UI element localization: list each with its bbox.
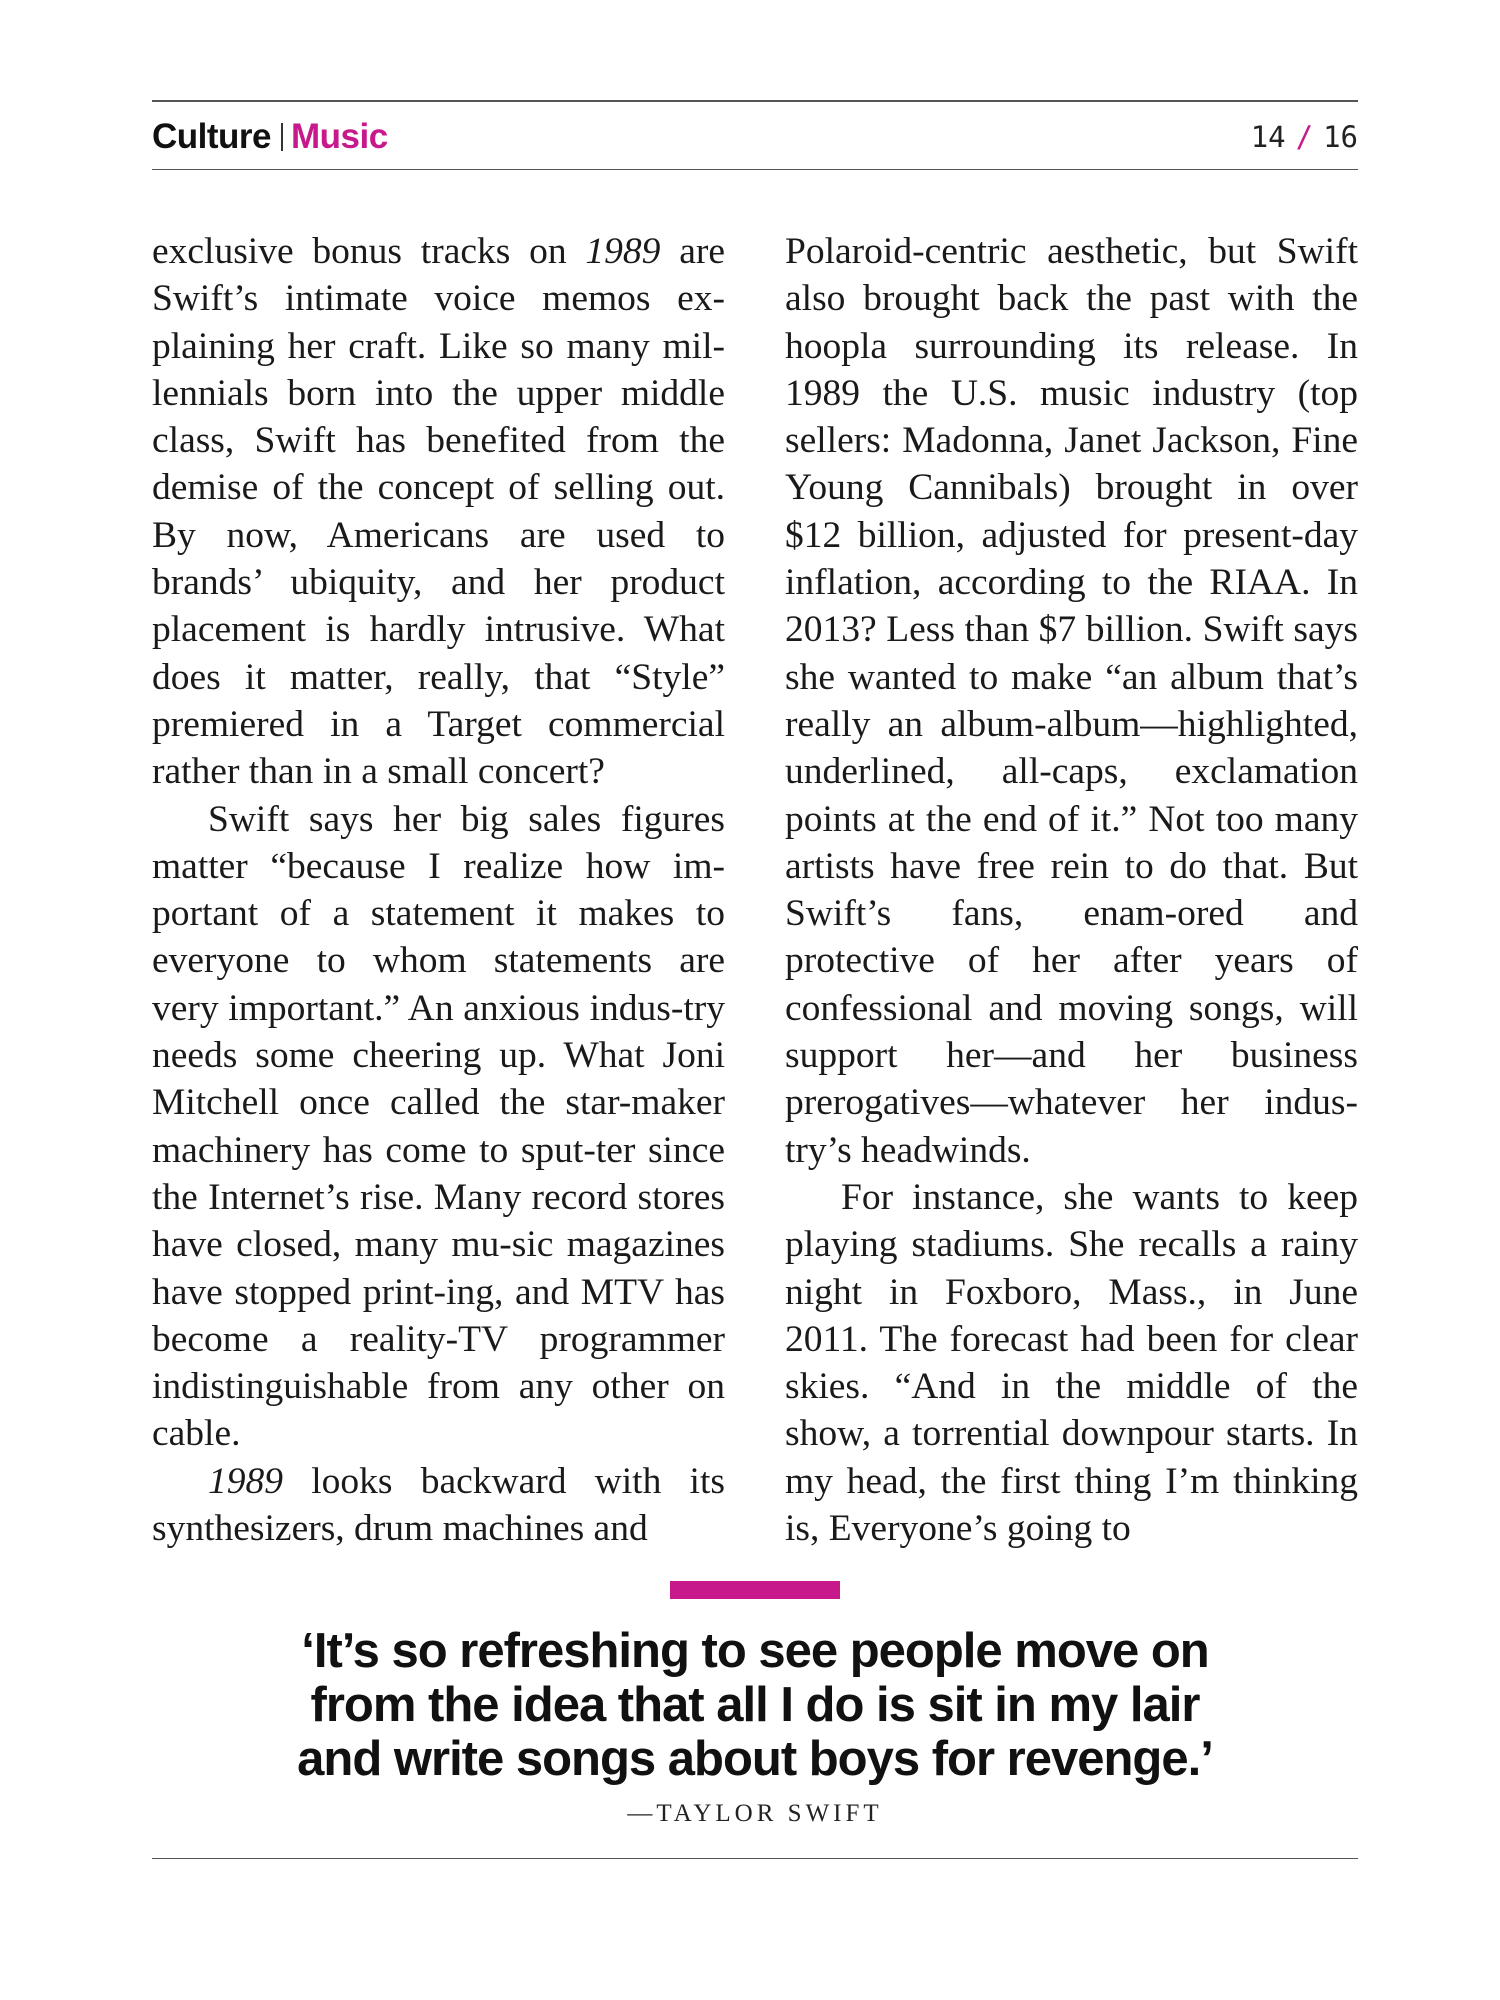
article-paragraph bbox=[152, 1458, 725, 1553]
section-label bbox=[152, 112, 388, 162]
article-paragraph: For instance, she wants to keep playing stadiums. She recalls a rainy night in Foxboro, Mass., in June 2011. The forecast had been for clear skies. “And in the middle of the show, a torrential downpour starts. In my head, the first thing I’m thinking is, Everyone’s going to bbox=[785, 1176, 1358, 1550]
bottom-rule bbox=[152, 1858, 1358, 1859]
article-paragraph: Swift says her big sales figures matter “because I realize how im-portant of a statement it makes to everyone to whom statements are very important.” An anxious indus-try needs some cheering up. What Joni Mitchell once called the star-maker machinery has come to sput-ter since the Internet’s rise. Many record stores have closed, many mu-sic magazines have stopped print-ing, and MTV has become a reality-TV programmer indistinguishable from any other on cable. bbox=[152, 798, 725, 1455]
page-current: 14 bbox=[1250, 120, 1286, 154]
paragraph-text: exclusive bonus tracks on bbox=[152, 231, 586, 272]
page-indicator bbox=[1251, 112, 1358, 162]
paragraph-text: looks backward with its synthesizers, drum machines and bbox=[152, 1460, 725, 1550]
article-paragraph: Polaroid-centric aesthetic, but Swift also brought back the past with the hoopla surrounding its release. In 1989 the U.S. music industry (top sellers: Madonna, Janet Jackson, Fine Young Cannibals) brought in over $12 billion, adjusted for present-day inflation, according to the RIAA. In 2013? Less than $7 billion. Swift says she wanted to make “an album that’s really an album-album—highlighted, underlined, all-caps, exclamation points at the end of it.” Not too many artists have free rein to do that. But Swift’s fans, enam-ored and protective of her after years of confessional and moving songs, will support her—and her business prerogatives—whatever her indus-try’s headwinds. bbox=[785, 231, 1358, 1171]
pull-quote bbox=[152, 1624, 1358, 1786]
article-column-right bbox=[785, 228, 1358, 1552]
paragraph-text: are Swift’s intimate voice memos ex-plaining her craft. Like so many mil-lennials born into the upper middle class, Swift has benefited from the demise of the concept of selling out. By now, Americans are used to brands’ ubiquity, and her product placement is hardly intrusive. What does it matter, really, that “Style” premiered in a Target commercial rather than in a small concert? bbox=[152, 231, 725, 793]
pull-quote-attribution: —TAYLOR SWIFT bbox=[627, 1800, 883, 1827]
pull-quote-line: ‘It’s so refreshing to see people move on bbox=[301, 1624, 1209, 1678]
article-column-left bbox=[152, 228, 725, 1552]
album-title: 1989 bbox=[208, 1460, 283, 1502]
album-title: 1989 bbox=[585, 231, 661, 272]
pull-quote-accent-bar bbox=[670, 1581, 840, 1599]
page-total: 16 bbox=[1323, 120, 1358, 154]
header-rule bbox=[152, 169, 1358, 170]
top-rule bbox=[152, 100, 1358, 102]
pull-quote-line: from the idea that all I do is sit in my lair bbox=[310, 1678, 1200, 1732]
article-paragraph bbox=[152, 228, 725, 796]
section-music[interactable]: Music bbox=[291, 117, 388, 156]
section-divider bbox=[281, 123, 283, 151]
page-separator: / bbox=[1295, 120, 1314, 154]
pull-quote-line: and write songs about boys for revenge.’ bbox=[297, 1732, 1213, 1786]
section-culture[interactable]: Culture bbox=[152, 117, 271, 156]
